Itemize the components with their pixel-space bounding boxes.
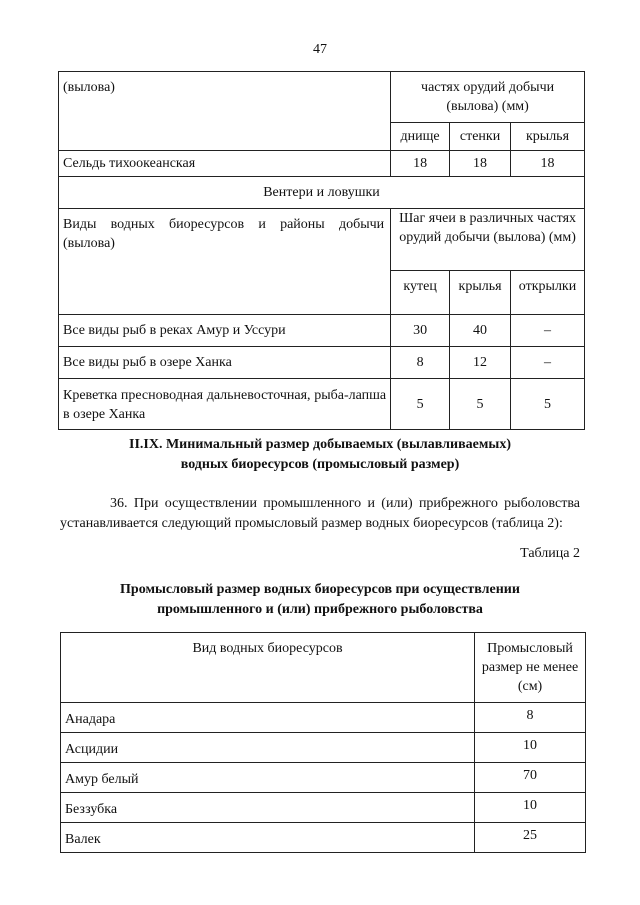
table-row	[61, 793, 586, 823]
column-header-size: Промысловый размер не менее (см)	[475, 633, 586, 703]
species-name: Асцидии	[61, 733, 475, 763]
table-row	[61, 763, 586, 793]
table-row	[59, 72, 585, 123]
table-label: Таблица 2	[520, 546, 580, 561]
table-row	[59, 151, 585, 177]
column-header: крылья	[511, 123, 585, 151]
table-title-line: промышленного и (или) прибрежного рыболовства	[157, 602, 483, 617]
mesh-value: 5	[511, 379, 585, 430]
table-row	[59, 379, 585, 430]
column-header: кутец	[391, 270, 450, 314]
column-header: стенки	[450, 123, 511, 151]
fishing-gear-mesh-table	[58, 71, 585, 430]
column-header-species: Вид водных биоресурсов	[61, 633, 475, 703]
species-header-continued: (вылова)	[59, 72, 391, 151]
table-row	[59, 177, 585, 209]
mesh-value: 12	[450, 347, 511, 379]
column-header: крылья	[450, 270, 511, 314]
table-title	[60, 580, 580, 620]
column-header: открылки	[511, 270, 585, 314]
size-value: 8	[475, 703, 586, 733]
section-title: Вентери и ловушки	[59, 177, 585, 209]
mesh-value: 8	[391, 347, 450, 379]
species-name: Анадара	[61, 703, 475, 733]
species-name: Все виды рыб в реках Амур и Уссури	[59, 315, 391, 347]
column-header: днище	[391, 123, 450, 151]
mesh-value: 18	[391, 151, 450, 177]
size-value: 25	[475, 823, 586, 853]
commercial-size-table	[60, 632, 586, 853]
size-value: 10	[475, 793, 586, 823]
page-number: 47	[313, 42, 327, 57]
section-heading	[60, 435, 580, 475]
species-name: Креветка пресноводная дальневосточная, рыба-лапша в озере Ханка	[59, 379, 391, 430]
mesh-value: 5	[391, 379, 450, 430]
species-name: Беззубка	[61, 793, 475, 823]
mesh-header-continued: частях орудий добычи (вылова) (мм)	[391, 72, 585, 123]
table-row	[61, 633, 586, 703]
species-name: Все виды рыб в озере Ханка	[59, 347, 391, 379]
mesh-header: Шаг ячеи в различных частях орудий добычи (вылова) (мм)	[391, 209, 585, 271]
mesh-value: –	[511, 347, 585, 379]
table-row	[59, 315, 585, 347]
table-title-line: Промысловый размер водных биоресурсов при осуществлении	[120, 582, 520, 597]
species-name: Валек	[61, 823, 475, 853]
mesh-value: 5	[450, 379, 511, 430]
table-row	[59, 209, 585, 271]
species-name: Амур белый	[61, 763, 475, 793]
mesh-value: 30	[391, 315, 450, 347]
mesh-value: 18	[511, 151, 585, 177]
size-value: 10	[475, 733, 586, 763]
table-row	[61, 823, 586, 853]
paragraph-36: 36. При осуществлении промышленного и (или) прибрежного рыболовства устанавливается следующий промысловый размер водных биоресурсов (таблица 2):	[60, 496, 580, 531]
table-row	[61, 703, 586, 733]
size-value: 70	[475, 763, 586, 793]
mesh-value: 40	[450, 315, 511, 347]
mesh-value: 18	[450, 151, 511, 177]
section-heading-line: водных биоресурсов (промысловый размер)	[180, 457, 460, 472]
mesh-value: –	[511, 315, 585, 347]
species-name: Сельдь тихоокеанская	[59, 151, 391, 177]
table-row	[59, 347, 585, 379]
species-header: Виды водных биоресурсов и районы добычи (вылова)	[59, 209, 391, 315]
table-row	[61, 733, 586, 763]
section-heading-line: II.IX. Минимальный размер добываемых (вылавливаемых)	[129, 437, 511, 452]
